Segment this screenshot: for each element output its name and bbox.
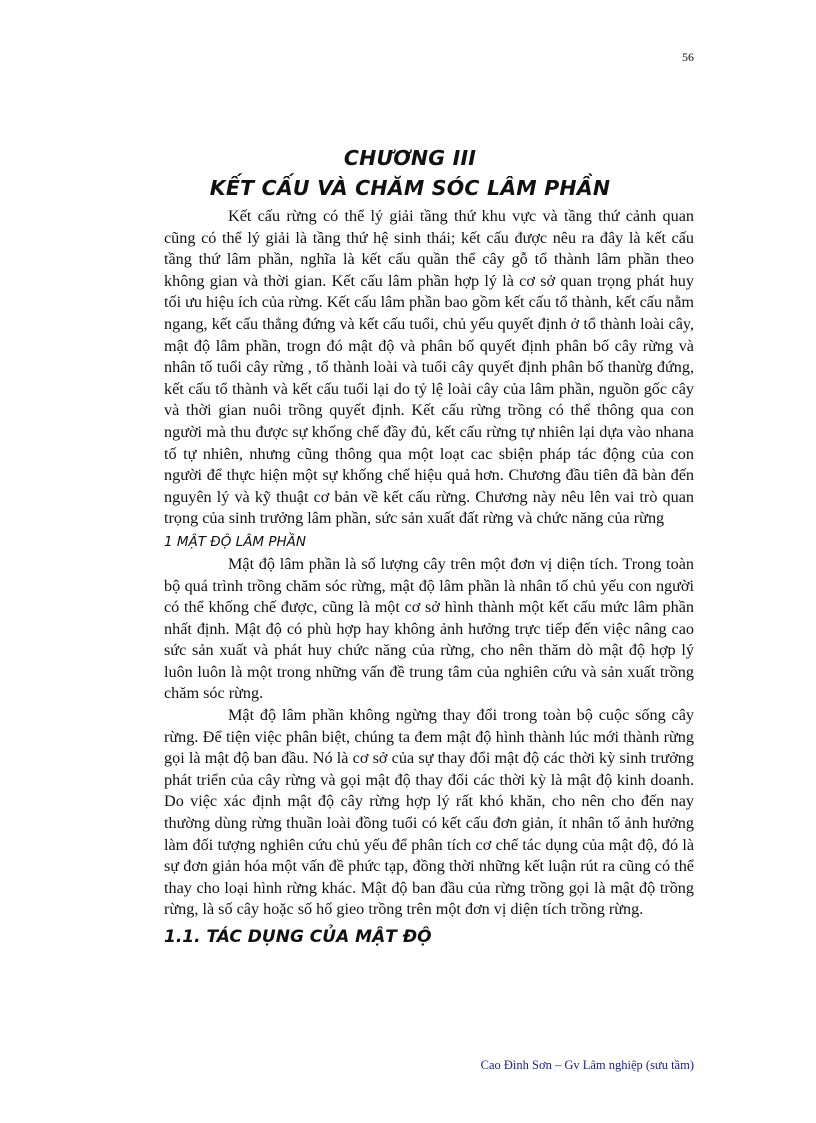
page-number: 56 <box>682 50 694 64</box>
chapter-heading <box>150 143 670 203</box>
section-heading-density: 1 MẬT ĐỘ LÂM PHẦN <box>164 533 307 550</box>
density-paragraph-1: Mật độ lâm phần là số lượng cây trên một đơn vị diện tích. Trong toàn bộ quá trình trồng chăm sóc rừng, mật độ lâm phần là nhân tố chủ yếu con người có thể khống chế được, cũng là một cơ sở hình thành một kết cấu mức lâm phần nhất định. Mật độ có phù hợp hay không ảnh hưởng trực tiếp đến việc nâng cao sức sản xuất và phát huy chức năng của rừng, cho nên thăm dò mật độ hợp lý luôn luôn là một trong những vấn đề trung tâm của nghiên cứu và sản xuất trồng chăm sóc rừng. <box>164 554 694 703</box>
chapter-label: CHƯƠNG III <box>343 146 477 170</box>
chapter-title: KẾT CẤU VÀ CHĂM SÓC LÂM PHẦN <box>209 176 611 200</box>
density-paragraph-2: Mật độ lâm phần không ngừng thay đổi trong toàn bộ cuộc sống cây rừng. Để tiện việc phân biệt, chúng ta đem mật độ hình thành lúc mới thành rừng gọi là mật độ ban đầu. Nó là cơ sở của sự thay đổi mật độ các thời kỳ sinh trưởng phát triển của cây rừng và gọi mật độ thay đổi các thời kỳ là mật độ kinh doanh. Do việc xác định mật độ cây rừng hợp lý rất khó khăn, cho nên cho đến nay thường dùng rừng thuần loài đồng tuổi có kết cấu đơn giản, ít nhân tố ảnh hưởng làm đối tượng nghiên cứu chủ yếu để phân tích cơ chế tác dụng của mật độ, đó là sự đơn giản hóa một vấn đề phức tạp, đồng thời những kết luận rút ra cũng có thể thay cho loại hình rừng khác. Mật độ ban đầu của rừng trồng gọi là mật độ trồng rừng, là số cây hoặc số hố gieo trồng trên một đơn vị diện tích trồng rừng. <box>164 706 694 919</box>
subsection-heading-density-effect: 1.1. TÁC DỤNG CỦA MẬT ĐỘ <box>164 927 432 947</box>
intro-paragraph: Kết cấu rừng có thể lý giải tầng thứ khu vực và tầng thứ cảnh quan cũng có thể lý giải là tầng thứ hệ sinh thái; kết cấu được nêu ra đây là kết cấu tầng thứ lâm phần, nghĩa là kết cấu quần thể cây gỗ tổ thành lâm phần theo không gian và thời gian. Kết cấu lâm phần hợp lý là cơ sở quan trọng phát huy tối ưu hiệu ích của rừng. Kết cấu lâm phần bao gồm kết cấu tổ thành, kết cấu nằm ngang, kết cấu thẳng đứng và kết cấu tuổi, chủ yếu quyết định ở tổ thành loài cây, mật độ lâm phần, trogn đó mật độ và phân bố quyết định phân bố cây rừng và nhân tố tuổi cây rừng , tổ thành loài và tuổi cây quyết định phân bố thanừg đứng, kết cấu tổ thành và kết cấu tuổi lại do tỷ lệ loài cây của lâm phần, nguồn gốc cây và thời gian nuôi trồng quyết định. Kết cấu rừng trồng có thể thông qua con người mà thu được sự khống chế đầy đủ, kết cấu rừng tự nhiên lại dựa vào nhana tố tự nhiên, nhưng cũng thông qua một loạt cac sbiện pháp tác động của con người để thực hiện một sự khống chế hiệu quả hơn. Chương đầu tiên đã bàn đến nguyên lý và kỹ thuật cơ bản về kết cấu rừng. Chương này nêu lên vai trò quan trọng của sinh trưởng lâm phần, sức sản xuất đất rừng và chức năng của rừng <box>164 207 694 528</box>
page-content <box>164 206 694 948</box>
page-footer: Cao Đình Sơn – Gv Lâm nghiệp (sưu tầm) <box>480 1058 694 1072</box>
